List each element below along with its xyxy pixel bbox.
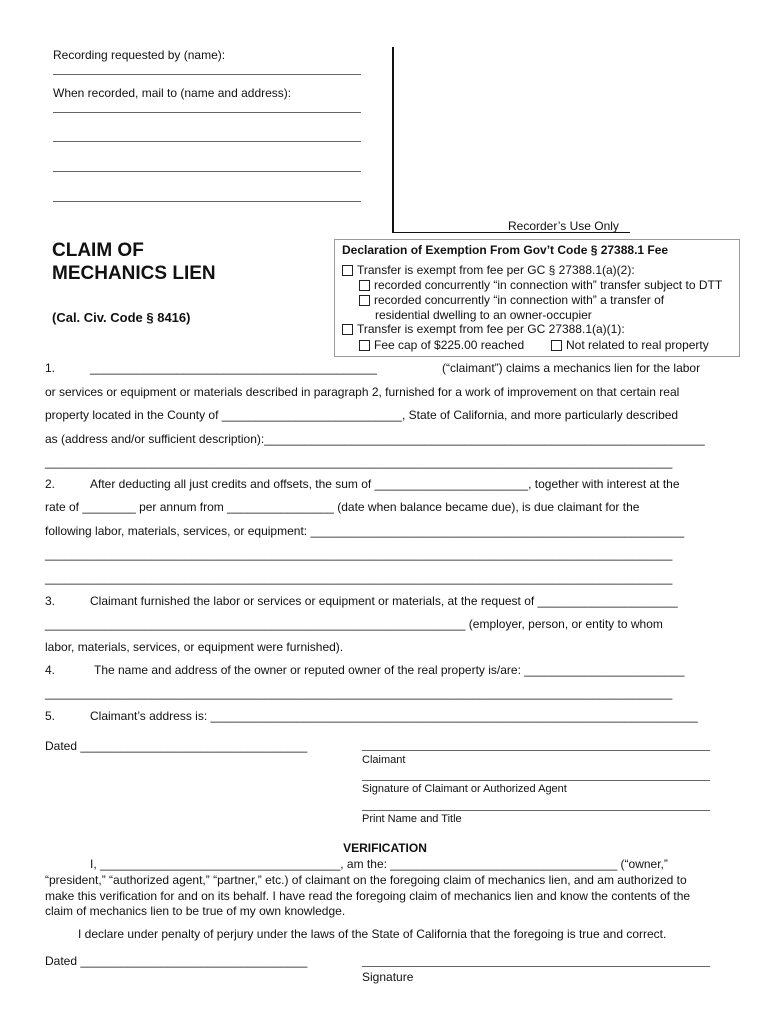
p4-number: 4. — [45, 663, 56, 677]
dtt-checkbox[interactable] — [359, 280, 370, 291]
title-line-1: CLAIM OF — [52, 240, 144, 261]
p3-line-2: _______________________________________________________________ (employer, person, or entity to whom — [45, 617, 663, 631]
exempt-a2-label: Transfer is exempt from fee per GC § 27388.1(a)(2): — [357, 263, 635, 277]
mail-to-line-2[interactable] — [53, 141, 361, 142]
exemption-heading: Declaration of Exemption From Gov’t Code § 27388.1 Fee — [342, 243, 669, 257]
p1-claimant-blank[interactable]: ___________________________________________ — [90, 361, 377, 375]
p2-line-2: rate of ________ per annum from ________________ (date when balance became due), is due claimant for the — [45, 500, 640, 514]
p4-line-1: The name and address of the owner or reputed owner of the real property is/are: ________________________ — [94, 663, 685, 677]
verification-line-1: I, ____________________________________, am the: __________________________________ (“owner,” — [90, 857, 668, 871]
p1-line-5[interactable]: ______________________________________________________________________________________________ — [45, 455, 673, 469]
owner-occupier-label: recorded concurrently “in connection with” a transfer of — [374, 293, 665, 307]
p1-number: 1. — [45, 361, 56, 375]
mail-to-line-3[interactable] — [53, 171, 361, 172]
verification-heading: VERIFICATION — [343, 841, 427, 855]
owner-occupier-checkbox[interactable] — [359, 295, 370, 306]
dtt-label: recorded concurrently “in connection with” transfer subject to DTT — [374, 278, 723, 292]
p3-number: 3. — [45, 594, 56, 608]
p4-line-2[interactable]: ______________________________________________________________________________________________ — [45, 686, 673, 700]
exempt-a1-label: Transfer is exempt from fee per GC 27388.1(a)(1): — [357, 322, 625, 336]
p1-line-2: or services or equipment or materials described in paragraph 2, furnished for a work of improvement on that certain real — [45, 385, 680, 399]
not-real-property-checkbox[interactable] — [551, 340, 562, 351]
fee-cap-checkbox[interactable] — [359, 340, 370, 351]
p1-line-4: as (address and/or sufficient description):__________________________________________________________________ — [45, 432, 705, 446]
exempt-a1-checkbox[interactable] — [342, 324, 353, 335]
claimant-line[interactable] — [362, 750, 710, 751]
claimant-label: Claimant — [362, 754, 406, 766]
verification-line-3: make this verification for and on its behalf. I have read the foregoing claim of mechanics lien and know the contents of the — [45, 889, 691, 903]
mail-to-label: When recorded, mail to (name and address): — [53, 86, 292, 100]
p2-line-3: following labor, materials, services, or equipment: ________________________________________________________ — [45, 524, 685, 538]
print-name-line[interactable] — [362, 810, 710, 811]
p1-line-1: (“claimant”) claims a mechanics lien for the labor — [442, 361, 701, 375]
p2-line-4[interactable]: ______________________________________________________________________________________________ — [45, 547, 673, 561]
recorder-divider — [392, 47, 394, 233]
not-real-property-label: Not related to real property — [566, 338, 709, 352]
p5-number: 5. — [45, 709, 56, 723]
mail-to-line-4[interactable] — [53, 201, 361, 202]
p1-line-3: property located in the County of ___________________________, State of California, and more particularly described — [45, 408, 679, 422]
owner-occupier-label-cont: residential dwelling to an owner-occupier — [375, 308, 592, 322]
exempt-a2-checkbox[interactable] — [342, 265, 353, 276]
p3-line-3: labor, materials, services, or equipment were furnished). — [45, 640, 344, 654]
recorders-use-label: Recorder’s Use Only — [508, 219, 619, 233]
perjury-statement: I declare under penalty of perjury under the laws of the State of California that the foregoing is true and correct. — [78, 927, 667, 941]
fee-cap-label: Fee cap of $225.00 reached — [374, 338, 525, 352]
recording-requested-label: Recording requested by (name): — [53, 48, 226, 62]
mail-to-line-1[interactable] — [53, 112, 361, 113]
p5-line-1: Claimant’s address is: _________________________________________________________________________ — [90, 709, 698, 723]
dated-line[interactable]: Dated __________________________________ — [45, 739, 308, 753]
signature-line[interactable] — [362, 780, 710, 781]
verification-line-2: “president,” “authorized agent,” “partner,” etc.) of claimant on the foregoing claim of mechanics lien, and am authorized to — [45, 873, 687, 887]
verification-signature-label: Signature — [362, 970, 414, 984]
signature-label: Signature of Claimant or Authorized Agent — [362, 783, 567, 795]
verification-line-4: claim of mechanics lien to be true of my own knowledge. — [45, 904, 346, 918]
verification-signature-line[interactable] — [362, 966, 710, 967]
p2-line-1: After deducting all just credits and offsets, the sum of _______________________, together with interest at the — [90, 477, 680, 491]
requested-name-line[interactable] — [53, 74, 361, 75]
print-name-label: Print Name and Title — [362, 813, 462, 825]
verification-dated-line[interactable]: Dated __________________________________ — [45, 954, 308, 968]
title-line-2: MECHANICS LIEN — [52, 263, 216, 284]
code-reference: (Cal. Civ. Code § 8416) — [52, 310, 191, 325]
p2-number: 2. — [45, 477, 56, 491]
p3-line-1: Claimant furnished the labor or services or equipment or materials, at the request of _____________________ — [90, 594, 678, 608]
p2-line-5[interactable]: ______________________________________________________________________________________________ — [45, 571, 673, 585]
